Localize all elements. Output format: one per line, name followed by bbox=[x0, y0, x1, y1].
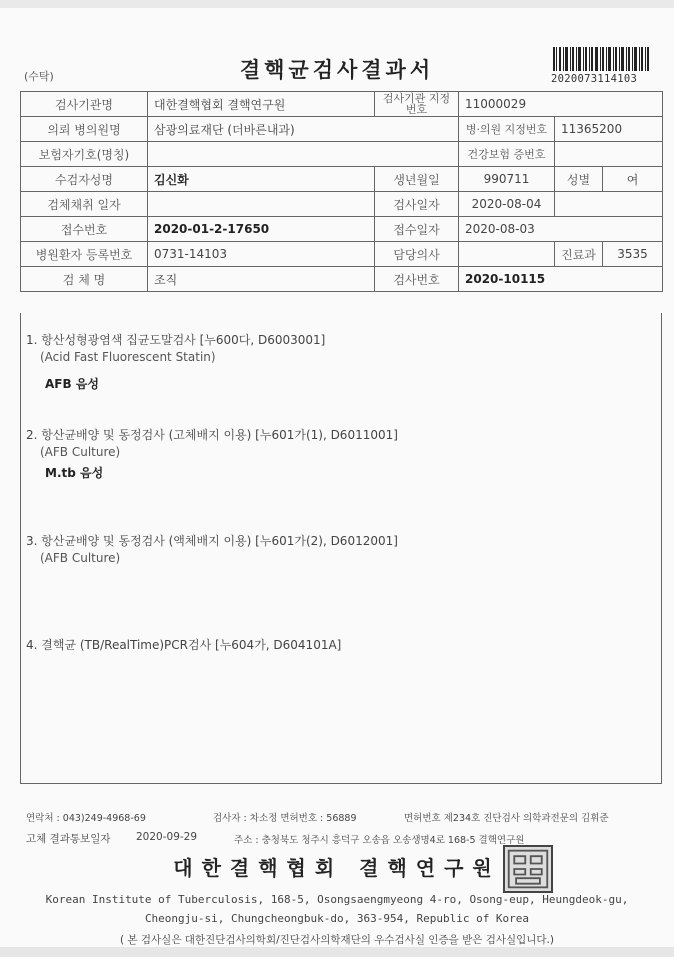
reg-no-label: 병원환자 등록번호 bbox=[21, 242, 148, 267]
table-row bbox=[21, 267, 663, 292]
contact: 연락처 : 043)249-4968-69 bbox=[26, 813, 146, 824]
receipt-date-label: 접수일자 bbox=[375, 217, 459, 242]
certification-note: ( 본 검사실은 대한진단검사의학회/진단검사의학재단의 우수검사실 인증을 받은 검사실입니다.) bbox=[119, 934, 554, 946]
test-date-label: 검사일자 bbox=[375, 192, 459, 217]
report-date: 2020-09-29 bbox=[136, 831, 198, 843]
dob-label: 생년월일 bbox=[375, 167, 459, 192]
test-date-value: 2020-08-04 bbox=[459, 192, 555, 217]
specimen-value: 조직 bbox=[148, 267, 375, 292]
table-row bbox=[21, 92, 663, 117]
test-item-1 bbox=[26, 331, 325, 364]
patient-value: 김신화 bbox=[148, 167, 375, 192]
patient-label: 수검자성명 bbox=[21, 167, 148, 192]
bottom-edge bbox=[0, 947, 674, 957]
test-title: 1. 항산성형광염색 집균도말검사 [누600다, D6003001] bbox=[26, 333, 326, 347]
table-row bbox=[21, 242, 663, 267]
barcode-icon bbox=[553, 47, 649, 71]
doctor-value bbox=[459, 242, 555, 267]
empty-cell bbox=[555, 192, 663, 217]
table-row bbox=[21, 217, 663, 242]
test-no-value: 2020-10115 bbox=[459, 267, 663, 292]
receipt-date-value: 2020-08-03 bbox=[459, 217, 663, 242]
table-row bbox=[21, 142, 663, 167]
insured-value bbox=[148, 142, 459, 167]
document-title: 결핵균검사결과서 bbox=[239, 57, 435, 82]
collect-value bbox=[148, 192, 375, 217]
table-row bbox=[21, 192, 663, 217]
test-result-2: M.tb 음성 bbox=[45, 466, 104, 480]
test-title: 2. 항산균배양 및 동정검사 (고체배지 이용) [누601가(1), D6011001] bbox=[26, 428, 398, 442]
test-result-1: AFB 음성 bbox=[45, 377, 99, 391]
sex-label: 성별 bbox=[555, 167, 603, 192]
tester: 검사자 : 차소정 면허번호 : 56889 bbox=[213, 813, 357, 824]
table-row bbox=[21, 167, 663, 192]
receipt-no-label: 접수번호 bbox=[21, 217, 148, 242]
health-no-label: 건강보험 증번호 bbox=[459, 142, 555, 167]
hospital-label: 의뢰 병의원명 bbox=[21, 117, 148, 142]
test-subtitle: (AFB Culture) bbox=[40, 551, 121, 565]
sex-value: 여 bbox=[603, 167, 663, 192]
hospital-code-value: 11365200 bbox=[555, 117, 663, 142]
doctor-label: 담당의사 bbox=[375, 242, 459, 267]
table-row bbox=[21, 117, 663, 142]
dept-value: 3535 bbox=[603, 242, 663, 267]
inst-value: 대한결핵협회 결핵연구원 bbox=[148, 92, 375, 117]
inst-code-label: 검사기관 지정번호 bbox=[375, 92, 459, 117]
test-subtitle: (AFB Culture) bbox=[40, 445, 121, 459]
insured-label: 보험자기호(명칭) bbox=[21, 142, 148, 167]
health-no-value bbox=[555, 142, 663, 167]
test-item-4 bbox=[26, 636, 341, 653]
test-title: 3. 항산균배양 및 동정검사 (액체배지 이용) [누601가(2), D6012001] bbox=[26, 534, 398, 548]
inst-code-value: 11000029 bbox=[459, 92, 663, 117]
seal-icon bbox=[503, 845, 553, 893]
collect-label: 검체채취 일자 bbox=[21, 192, 148, 217]
specimen-label: 검 체 명 bbox=[21, 267, 148, 292]
test-title: 4. 결핵균 (TB/RealTime)PCR검사 [누604가, D604101A] bbox=[26, 638, 342, 652]
patient-info-table bbox=[20, 91, 663, 292]
barcode-number: 2020073114103 bbox=[551, 73, 638, 85]
test-item-2 bbox=[26, 426, 398, 459]
address-en-line1: Korean Institute of Tuberculosis, 168-5, Osongsaengmyeong 4-ro, Osong-eup, Heungdeok-gu, bbox=[45, 893, 629, 906]
hospital-value: 삼광의료재단 (더바른내과) bbox=[148, 117, 459, 142]
address-en-line2: Cheongju-si, Chungcheongbuk-do, 363-954, Republic of Korea bbox=[144, 912, 530, 925]
top-edge bbox=[0, 0, 674, 8]
hospital-code-label: 병·의원 지정번호 bbox=[459, 117, 555, 142]
inst-label: 검사기관명 bbox=[21, 92, 148, 117]
address-kr: 주소 : 충청북도 청주시 흥덕구 오송읍 오송생명4로 168-5 결핵연구원 bbox=[234, 835, 525, 846]
report-date-label: 고체 결과통보일자 bbox=[26, 833, 111, 845]
dob-value: 990711 bbox=[459, 167, 555, 192]
copy-tag: (수탁) bbox=[24, 70, 54, 83]
org-name: 대한결핵협회 결핵연구원 bbox=[173, 856, 501, 880]
test-item-3 bbox=[26, 532, 398, 565]
test-subtitle: (Acid Fast Fluorescent Statin) bbox=[40, 350, 216, 364]
receipt-no-value: 2020-01-2-17650 bbox=[148, 217, 375, 242]
specialist: 면허번호 제234호 진단검사 의학과전문의 김휘준 bbox=[404, 813, 609, 824]
test-no-label: 검사번호 bbox=[375, 267, 459, 292]
reg-no-value: 0731-14103 bbox=[148, 242, 375, 267]
results-box bbox=[20, 313, 662, 784]
dept-label: 진료과 bbox=[555, 242, 603, 267]
